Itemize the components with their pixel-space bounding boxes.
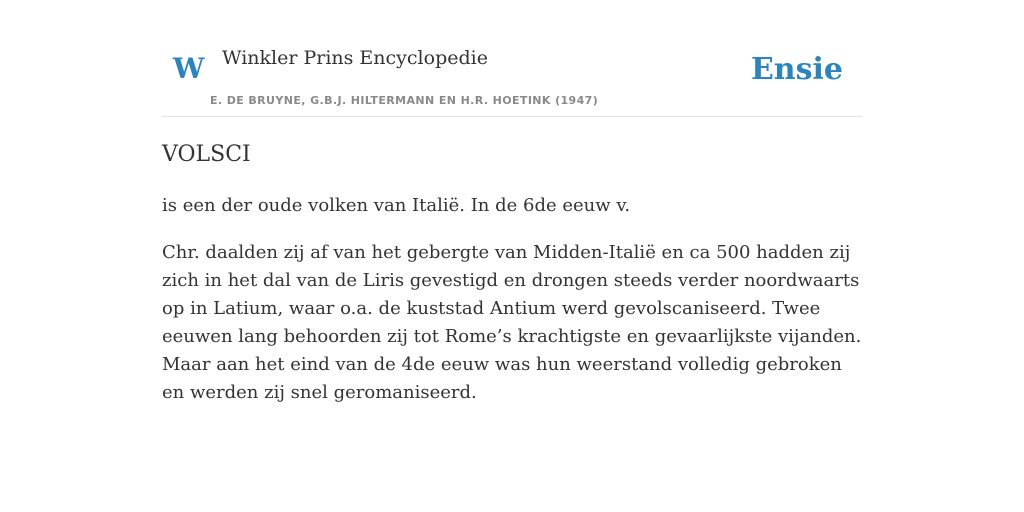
book-header [162, 0, 862, 117]
article-title: VOLSCI [162, 142, 251, 167]
book-title[interactable]: Winkler Prins Encyclopedie [222, 47, 488, 69]
winkler-prins-logo-icon[interactable]: W [173, 52, 205, 85]
ensie-brand-link[interactable]: Ensie [750, 52, 843, 87]
article [162, 136, 862, 407]
article-paragraph: is een der oude volken van Italië. In de 6de eeuw v. [162, 195, 631, 216]
article-paragraph: Chr. daalden zij af van het gebergte van Midden-Italië en ca 500 hadden zij zich in het dal van de Liris gevestigd en drongen steeds verder noordwaarts op in Latium, waar o.a. de kuststad Antium werd gevolscaniseerd. Twee eeuwen lang behoorden zij tot Rome’s krachtigste en gevaarlijkste vijanden. Maar aan het eind van de 4de eeuw was hun weerstand volledig gebroken en werden zij snel geromaniseerd. [162, 242, 862, 403]
book-authors: E. DE BRUYNE, G.B.J. HILTERMANN EN H.R. HOETINK (1947) [210, 94, 599, 107]
